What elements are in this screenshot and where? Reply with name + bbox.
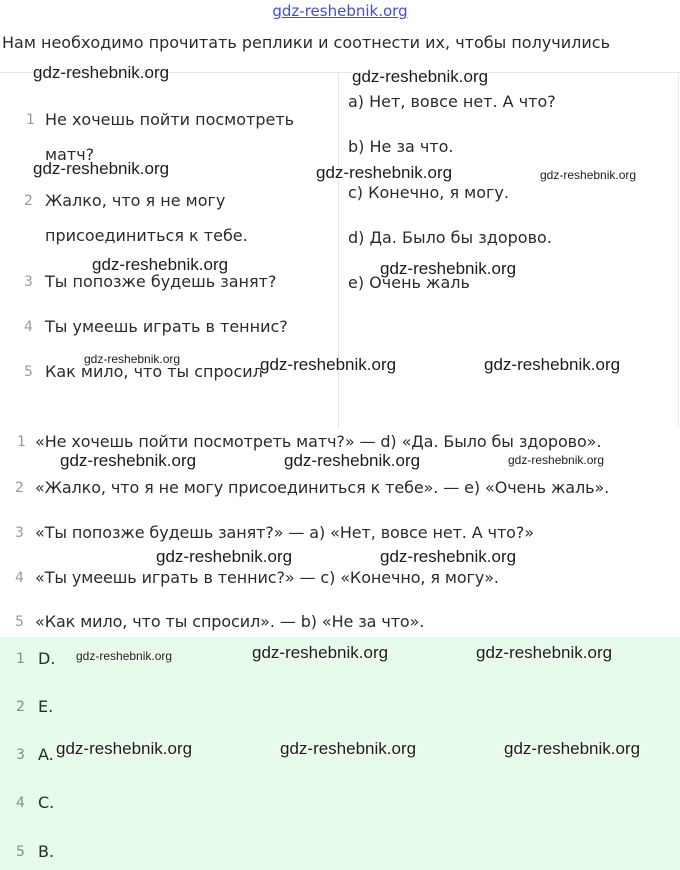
result-number: 2 [15, 480, 24, 496]
watermark: gdz-reshebnik.org [352, 67, 489, 86]
watermark: gdz-reshebnik.org [508, 453, 605, 467]
answer-letter: C. [38, 793, 55, 812]
watermark: gdz-reshebnik.org [504, 739, 641, 758]
answer-number: 4 [16, 795, 25, 811]
watermark: gdz-reshebnik.org [76, 649, 173, 663]
answer-option: a) Нет, вовсе нет. А что? [348, 92, 556, 111]
question-text: Не хочешь пойти посмотреть матч? [45, 110, 295, 164]
watermark: gdz-reshebnik.org [92, 255, 229, 274]
result-number: 3 [15, 525, 24, 541]
result-text: «Ты умеешь играть в теннис?» — c) «Конечно, я могу». [35, 568, 499, 587]
question-text: Ты попозже будешь занят? [45, 272, 277, 291]
table-edge [678, 73, 679, 427]
watermark: gdz-reshebnik.org [33, 63, 170, 82]
result-number: 1 [17, 434, 26, 450]
result-number: 5 [15, 614, 24, 630]
question-text: Жалко, что я не могу присоединиться к тебе. [45, 191, 248, 245]
answer-option: c) Конечно, я могу. [348, 183, 509, 202]
watermark: gdz-reshebnik.org [33, 159, 170, 178]
answer-number: 1 [16, 651, 25, 667]
watermark: gdz-reshebnik.org [284, 451, 421, 470]
answer-number: 5 [16, 844, 25, 860]
answer-number: 3 [16, 747, 25, 763]
watermark: gdz-reshebnik.org [380, 547, 517, 566]
question-number: 5 [24, 364, 33, 380]
answer-option: d) Да. Было бы здорово. [348, 228, 552, 247]
question-text: Ты умеешь играть в теннис? [45, 317, 288, 336]
answer-option: e) Очень жаль [348, 273, 470, 292]
question-number: 4 [24, 319, 33, 335]
answer-letter: B. [38, 842, 55, 861]
question-number: 1 [26, 112, 35, 128]
question-number: 3 [24, 274, 33, 290]
watermark: gdz-reshebnik.org [484, 355, 621, 374]
result-text: «Не хочешь пойти посмотреть матч?» — d) «Да. Было бы здорово». [35, 432, 602, 451]
answer-letter: E. [38, 697, 54, 716]
result-number: 4 [15, 570, 24, 586]
answer-number: 2 [16, 699, 25, 715]
watermark: gdz-reshebnik.org [84, 352, 181, 366]
watermark: gdz-reshebnik.org [280, 739, 417, 758]
watermark: gdz-reshebnik.org [260, 355, 397, 374]
site-header-link[interactable]: gdz-reshebnik.org [272, 2, 408, 20]
result-text: «Жалко, что я не могу присоединиться к тебе». — e) «Очень жаль». [35, 478, 610, 497]
watermark: gdz-reshebnik.org [540, 168, 637, 182]
answer-option: b) Не за что. [348, 137, 454, 156]
watermark: gdz-reshebnik.org [56, 739, 193, 758]
answer-letter: D. [38, 649, 56, 668]
task-intro: Нам необходимо прочитать реплики и соотнести их, чтобы получились [2, 33, 610, 52]
watermark: gdz-reshebnik.org [380, 259, 517, 278]
question-number: 2 [24, 193, 33, 209]
question-text: Как мило, что ты спросил [45, 362, 263, 381]
watermark: gdz-reshebnik.org [252, 643, 389, 662]
watermark: gdz-reshebnik.org [60, 451, 197, 470]
watermark: gdz-reshebnik.org [156, 547, 293, 566]
watermark: gdz-reshebnik.org [316, 163, 453, 182]
answer-letter: A. [38, 745, 54, 764]
result-text: «Как мило, что ты спросил». — b) «Не за что». [35, 612, 425, 631]
result-text: «Ты попозже будешь занят?» — a) «Нет, вовсе нет. А что?» [35, 523, 534, 542]
watermark: gdz-reshebnik.org [476, 643, 613, 662]
